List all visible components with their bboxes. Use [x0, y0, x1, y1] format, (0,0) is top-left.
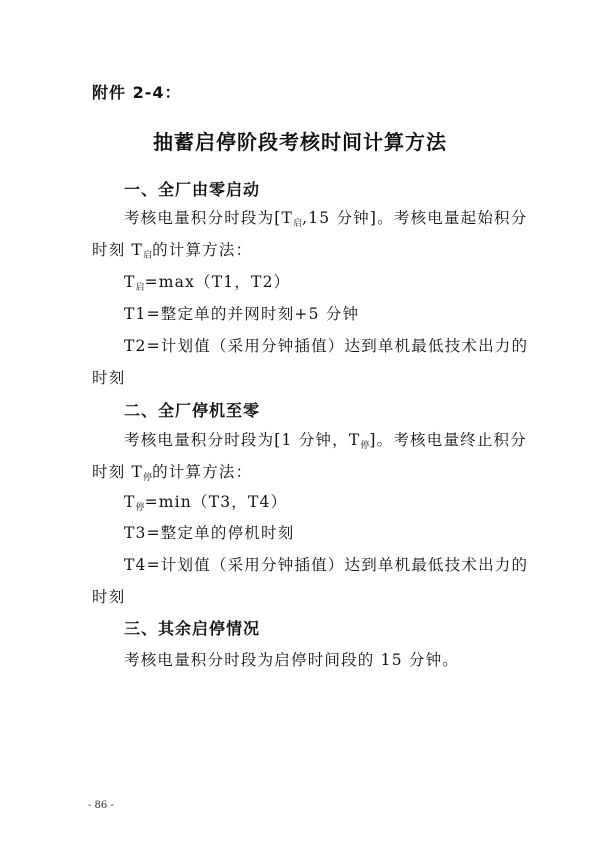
text-segment: 的计算方法： [152, 241, 253, 259]
section-2-t4-definition-line-1: T4=计划值（采用分钟插值）达到单机最低技术出力的 [124, 556, 529, 574]
subscript: 停 [135, 503, 145, 513]
section-3-paragraph: 考核电量积分时段为启停时间段的 15 分钟。 [124, 651, 459, 669]
subscript: 停 [143, 473, 153, 483]
page-number: - 86 - [88, 800, 114, 811]
text-segment: 时刻 T [92, 463, 144, 481]
text-segment: =min（T3，T4） [144, 493, 288, 511]
section-1-t2-definition-line-2: 时刻 [92, 369, 126, 387]
text-segment: ,15 分钟]。考核电量起始积分 [302, 209, 528, 227]
section-1-t1-definition: T1=整定单的并网时刻+5 分钟 [124, 305, 360, 323]
text-segment: 的计算方法： [152, 463, 253, 481]
attachment-label: 附件 2-4： [92, 83, 182, 102]
page-title: 抽蓄启停阶段考核时间计算方法 [153, 130, 447, 154]
text-segment: ]。考核电量终止积分 [369, 431, 527, 449]
text-segment: 时刻 T [92, 241, 144, 259]
section-1-formula [124, 270, 290, 293]
subscript: 启 [135, 283, 145, 293]
section-2-t4-definition-line-2: 时刻 [92, 588, 126, 606]
section-2-paragraph-line-1 [124, 428, 527, 451]
section-2-formula [124, 490, 287, 513]
section-3-heading: 三、其余启停情况 [124, 619, 261, 638]
section-2-heading: 二、全厂停机至零 [124, 401, 261, 420]
subscript: 停 [360, 441, 370, 451]
section-1-paragraph-line-2 [92, 238, 252, 261]
text-segment: 考核电量积分时段为[T [124, 209, 294, 227]
section-1-heading: 一、全厂由零启动 [124, 180, 261, 199]
subscript: 启 [143, 251, 153, 261]
section-1-t2-definition-line-1: T2=计划值（采用分钟插值）达到单机最低技术出力的 [124, 337, 529, 355]
text-segment: 考核电量积分时段为[1 分钟，T [124, 431, 361, 449]
text-segment: T [124, 493, 136, 511]
section-2-paragraph-line-2 [92, 460, 252, 483]
section-1-paragraph-line-1 [124, 206, 527, 229]
section-2-t3-definition: T3=整定单的停机时刻 [124, 524, 295, 542]
text-segment: =max（T1，T2） [144, 273, 291, 291]
subscript: 启 [293, 219, 303, 229]
text-segment: T [124, 273, 136, 291]
